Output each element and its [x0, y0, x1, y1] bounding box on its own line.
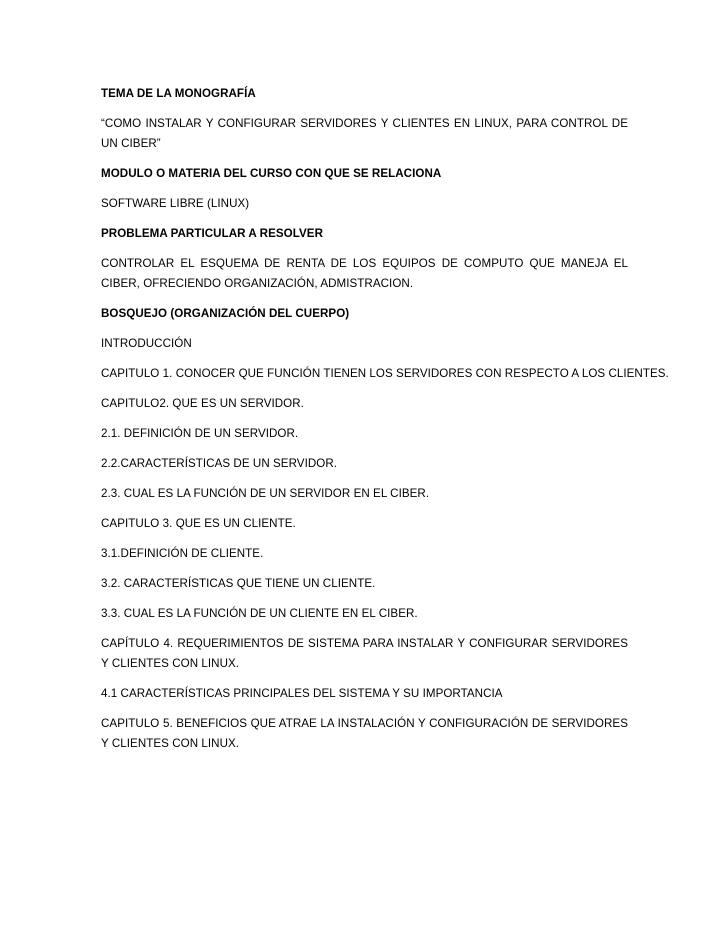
heading-tema: TEMA DE LA MONOGRAFÍA	[101, 87, 256, 100]
outline-introduccion: INTRODUCCIÓN	[101, 337, 192, 350]
outline-capitulo-3: CAPITULO 3. QUE ES UN CLIENTE.	[101, 517, 296, 530]
outline-capitulo-1: CAPITULO 1. CONOCER QUE FUNCIÓN TIENEN LOS SERVIDORES CON RESPECTO A LOS CLIENTES.	[101, 367, 669, 380]
outline-capitulo-4: CAPÍTULO 4. REQUERIMIENTOS DE SISTEMA PARA INSTALAR Y CONFIGURAR SERVIDORES Y CLIENTES CON LINUX.	[101, 637, 628, 670]
heading-modulo: MODULO O MATERIA DEL CURSO CON QUE SE RELACIONA	[101, 167, 442, 180]
paragraph-problema: CONTROLAR EL ESQUEMA DE RENTA DE LOS EQUIPOS DE COMPUTO QUE MANEJA EL CIBER, OFRECIENDO ORGANIZACIÓN, ADMISTRACION.	[101, 257, 628, 290]
outline-item-2-2: 2.2.CARACTERÍSTICAS DE UN SERVIDOR.	[101, 457, 338, 470]
paragraph-tema-title: “COMO INSTALAR Y CONFIGURAR SERVIDORES Y CLIENTES EN LINUX, PARA CONTROL DE UN CIBER”	[101, 117, 628, 150]
outline-item-3-3: 3.3. CUAL ES LA FUNCIÓN DE UN CLIENTE EN EL CIBER.	[101, 607, 418, 620]
heading-problema: PROBLEMA PARTICULAR A RESOLVER	[101, 227, 323, 240]
outline-capitulo-2: CAPITULO2. QUE ES UN SERVIDOR.	[101, 397, 304, 410]
heading-bosquejo: BOSQUEJO (ORGANIZACIÓN DEL CUERPO)	[101, 307, 350, 320]
document-body	[101, 84, 669, 764]
outline-item-3-1: 3.1.DEFINICIÓN DE CLIENTE.	[101, 547, 264, 560]
outline-item-3-2: 3.2. CARACTERÍSTICAS QUE TIENE UN CLIENTE.	[101, 577, 376, 590]
outline-capitulo-5: CAPITULO 5. BENEFICIOS QUE ATRAE LA INSTALACIÓN Y CONFIGURACIÓN DE SERVIDORES Y CLIENTES CON LINUX.	[101, 717, 628, 750]
outline-item-2-3: 2.3. CUAL ES LA FUNCIÓN DE UN SERVIDOR EN EL CIBER.	[101, 487, 430, 500]
outline-item-4-1: 4.1 CARACTERÍSTICAS PRINCIPALES DEL SISTEMA Y SU IMPORTANCIA	[101, 687, 503, 700]
outline-item-2-1: 2.1. DEFINICIÓN DE UN SERVIDOR.	[101, 427, 299, 440]
paragraph-modulo: SOFTWARE LIBRE (LINUX)	[101, 197, 250, 210]
